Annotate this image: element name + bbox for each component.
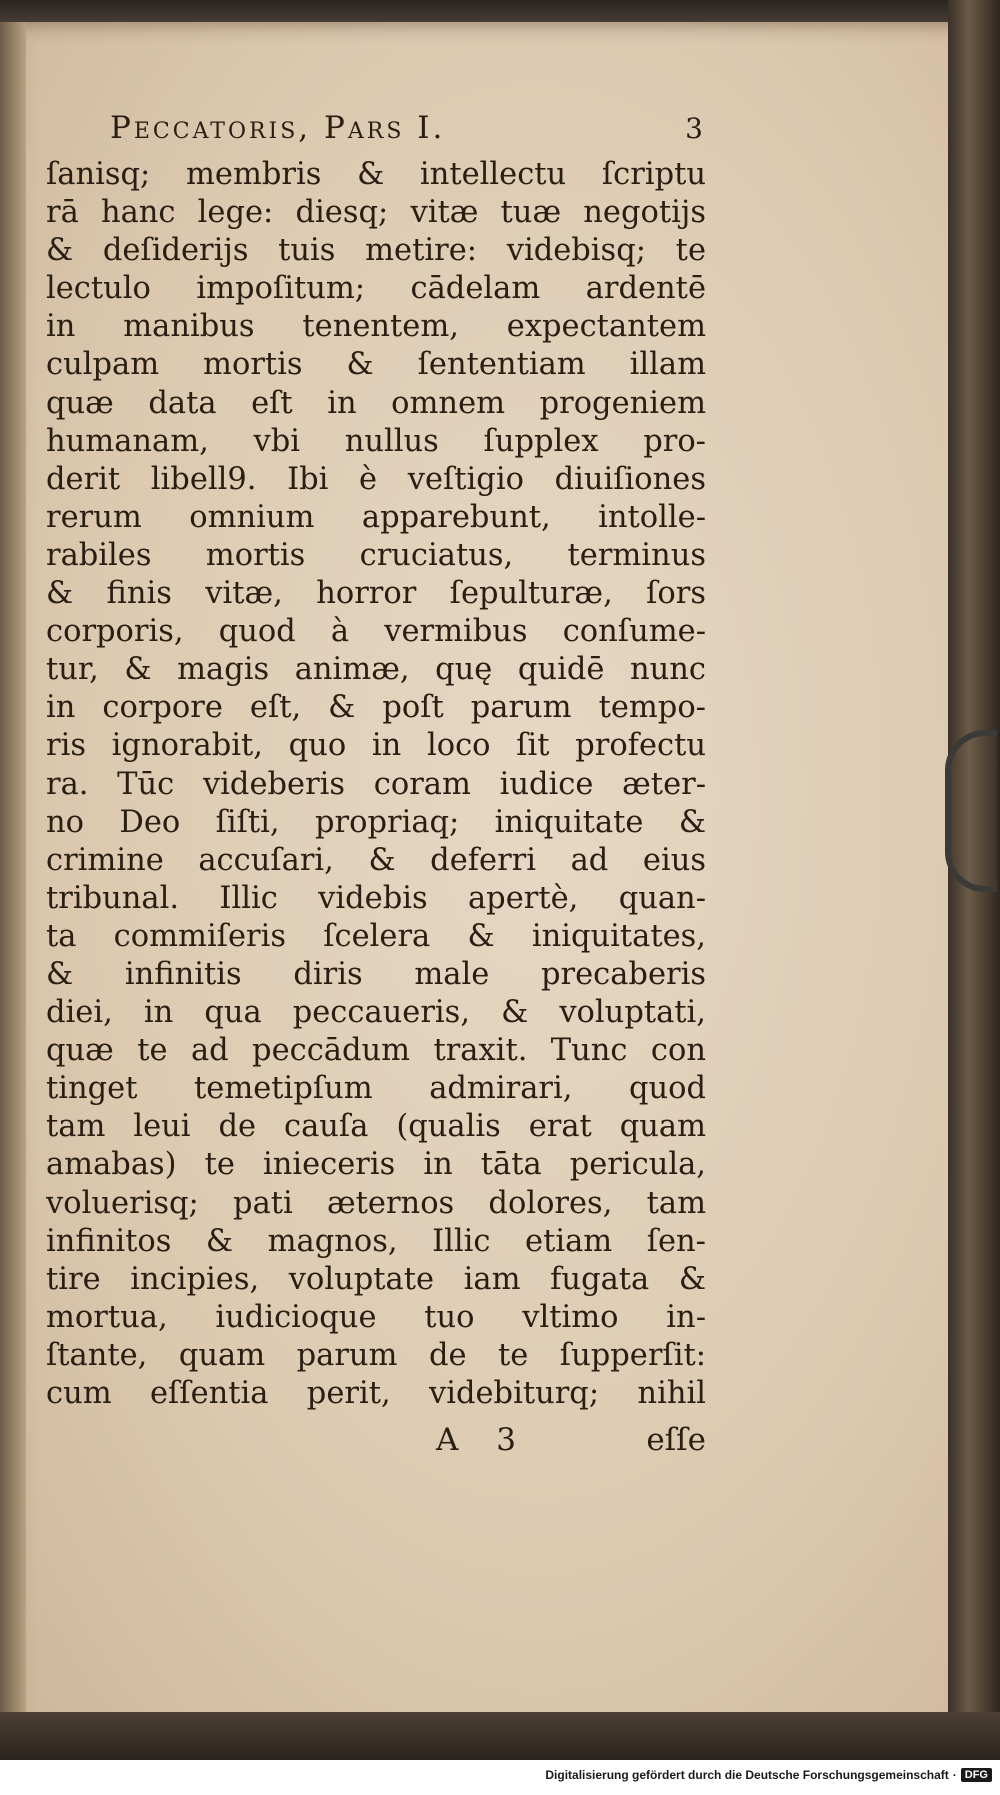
text-line: ta commiſeris ſcelera & iniquitates, [46,918,706,954]
text-line: ra. Tūc videberis coram iudice æter- [46,766,706,802]
signature-mark: A 3 [436,1422,530,1459]
text-line: tam leui de cauſa (qualis erat quam [46,1109,706,1145]
text-line: humanam, vbi nullus ſupplex pro- [46,423,706,459]
text-line: lectulo impoſitum; cādelam ardentē [46,271,706,307]
text-line: derit libell9. Ibi è veſtigio diuiſiones [46,461,706,497]
page-number: 3 [685,112,706,145]
text-line: amabas) te inieceris in tāta pericula, [46,1147,706,1183]
text-line: rerum omnium apparebunt, intolle- [46,499,706,535]
text-line: voluerisq; pati æternos dolores, tam [46,1185,706,1221]
text-line: & infinitis diris male precaberis [46,956,706,992]
text-line: cum eſſentia perit, videbiturq; nihil [46,1376,706,1411]
text-line: crimine accuſari, & deferri ad eius [46,842,706,878]
text-line: mortua, iudicioque tuo vltimo in- [46,1299,706,1335]
text-line: no Deo ſiſti, propriaq; iniquitate & [46,804,706,840]
book-clasp-icon [945,730,997,892]
text-line: tinget temetipſum admirari, quod [46,1071,706,1107]
text-line: in manibus tenentem, expectantem [46,309,706,345]
text-line: diei, in qua peccaueris, & voluptati, [46,995,706,1031]
text-line: quæ te ad peccādum traxit. Tunc con [46,1033,706,1069]
page-footer [46,1417,706,1463]
text-line: ſanisq; membris & intellectu ſcriptu [46,157,706,192]
dfg-logo-icon: DFG [961,1768,992,1782]
body-text [46,156,706,1413]
text-line: infinitos & magnos, Illic etiam ſen- [46,1223,706,1259]
text-line: culpam mortis & ſententiam illam [46,347,706,383]
text-line: tribunal. Illic videbis apertè, quan- [46,880,706,916]
text-block [46,110,706,1463]
text-line: tire incipies, voluptate iam fugata & [46,1261,706,1297]
running-head-title: Peccatoris, Pars I. [110,110,446,146]
text-line: ſtante, quam parum de te ſupperſit: [46,1337,706,1373]
credit-text: Digitalisierung gefördert durch die Deutsche Forschungsgemeinschaft [545,1768,949,1782]
text-line: in corpore eſt, & poſt parum tempo- [46,690,706,726]
catchword: eſſe [646,1422,706,1459]
book-cover-bottom-edge [0,1712,1000,1760]
text-line: & deſiderijs tuis metire: videbisq; te [46,233,706,269]
digitization-credit: Digitalisierung gefördert durch die Deutsche Forschungsgemeinschaft · DFG [545,1768,992,1782]
text-line: tur, & magis animæ, quę quidē nunc [46,652,706,688]
text-line: rabiles mortis cruciatus, terminus [46,537,706,573]
running-head [110,110,706,156]
text-line: corporis, quod à vermibus conſume- [46,614,706,650]
page-gutter [0,22,26,1734]
text-line: rā hanc lege: diesq; vitæ tuæ negotijs [46,195,706,231]
text-line: ris ignorabit, quo in loco ſit profectu [46,728,706,764]
text-line: quæ data eſt in omnem progeniem [46,385,706,421]
text-line: & finis vitæ, horror ſepulturæ, ſors [46,576,706,612]
